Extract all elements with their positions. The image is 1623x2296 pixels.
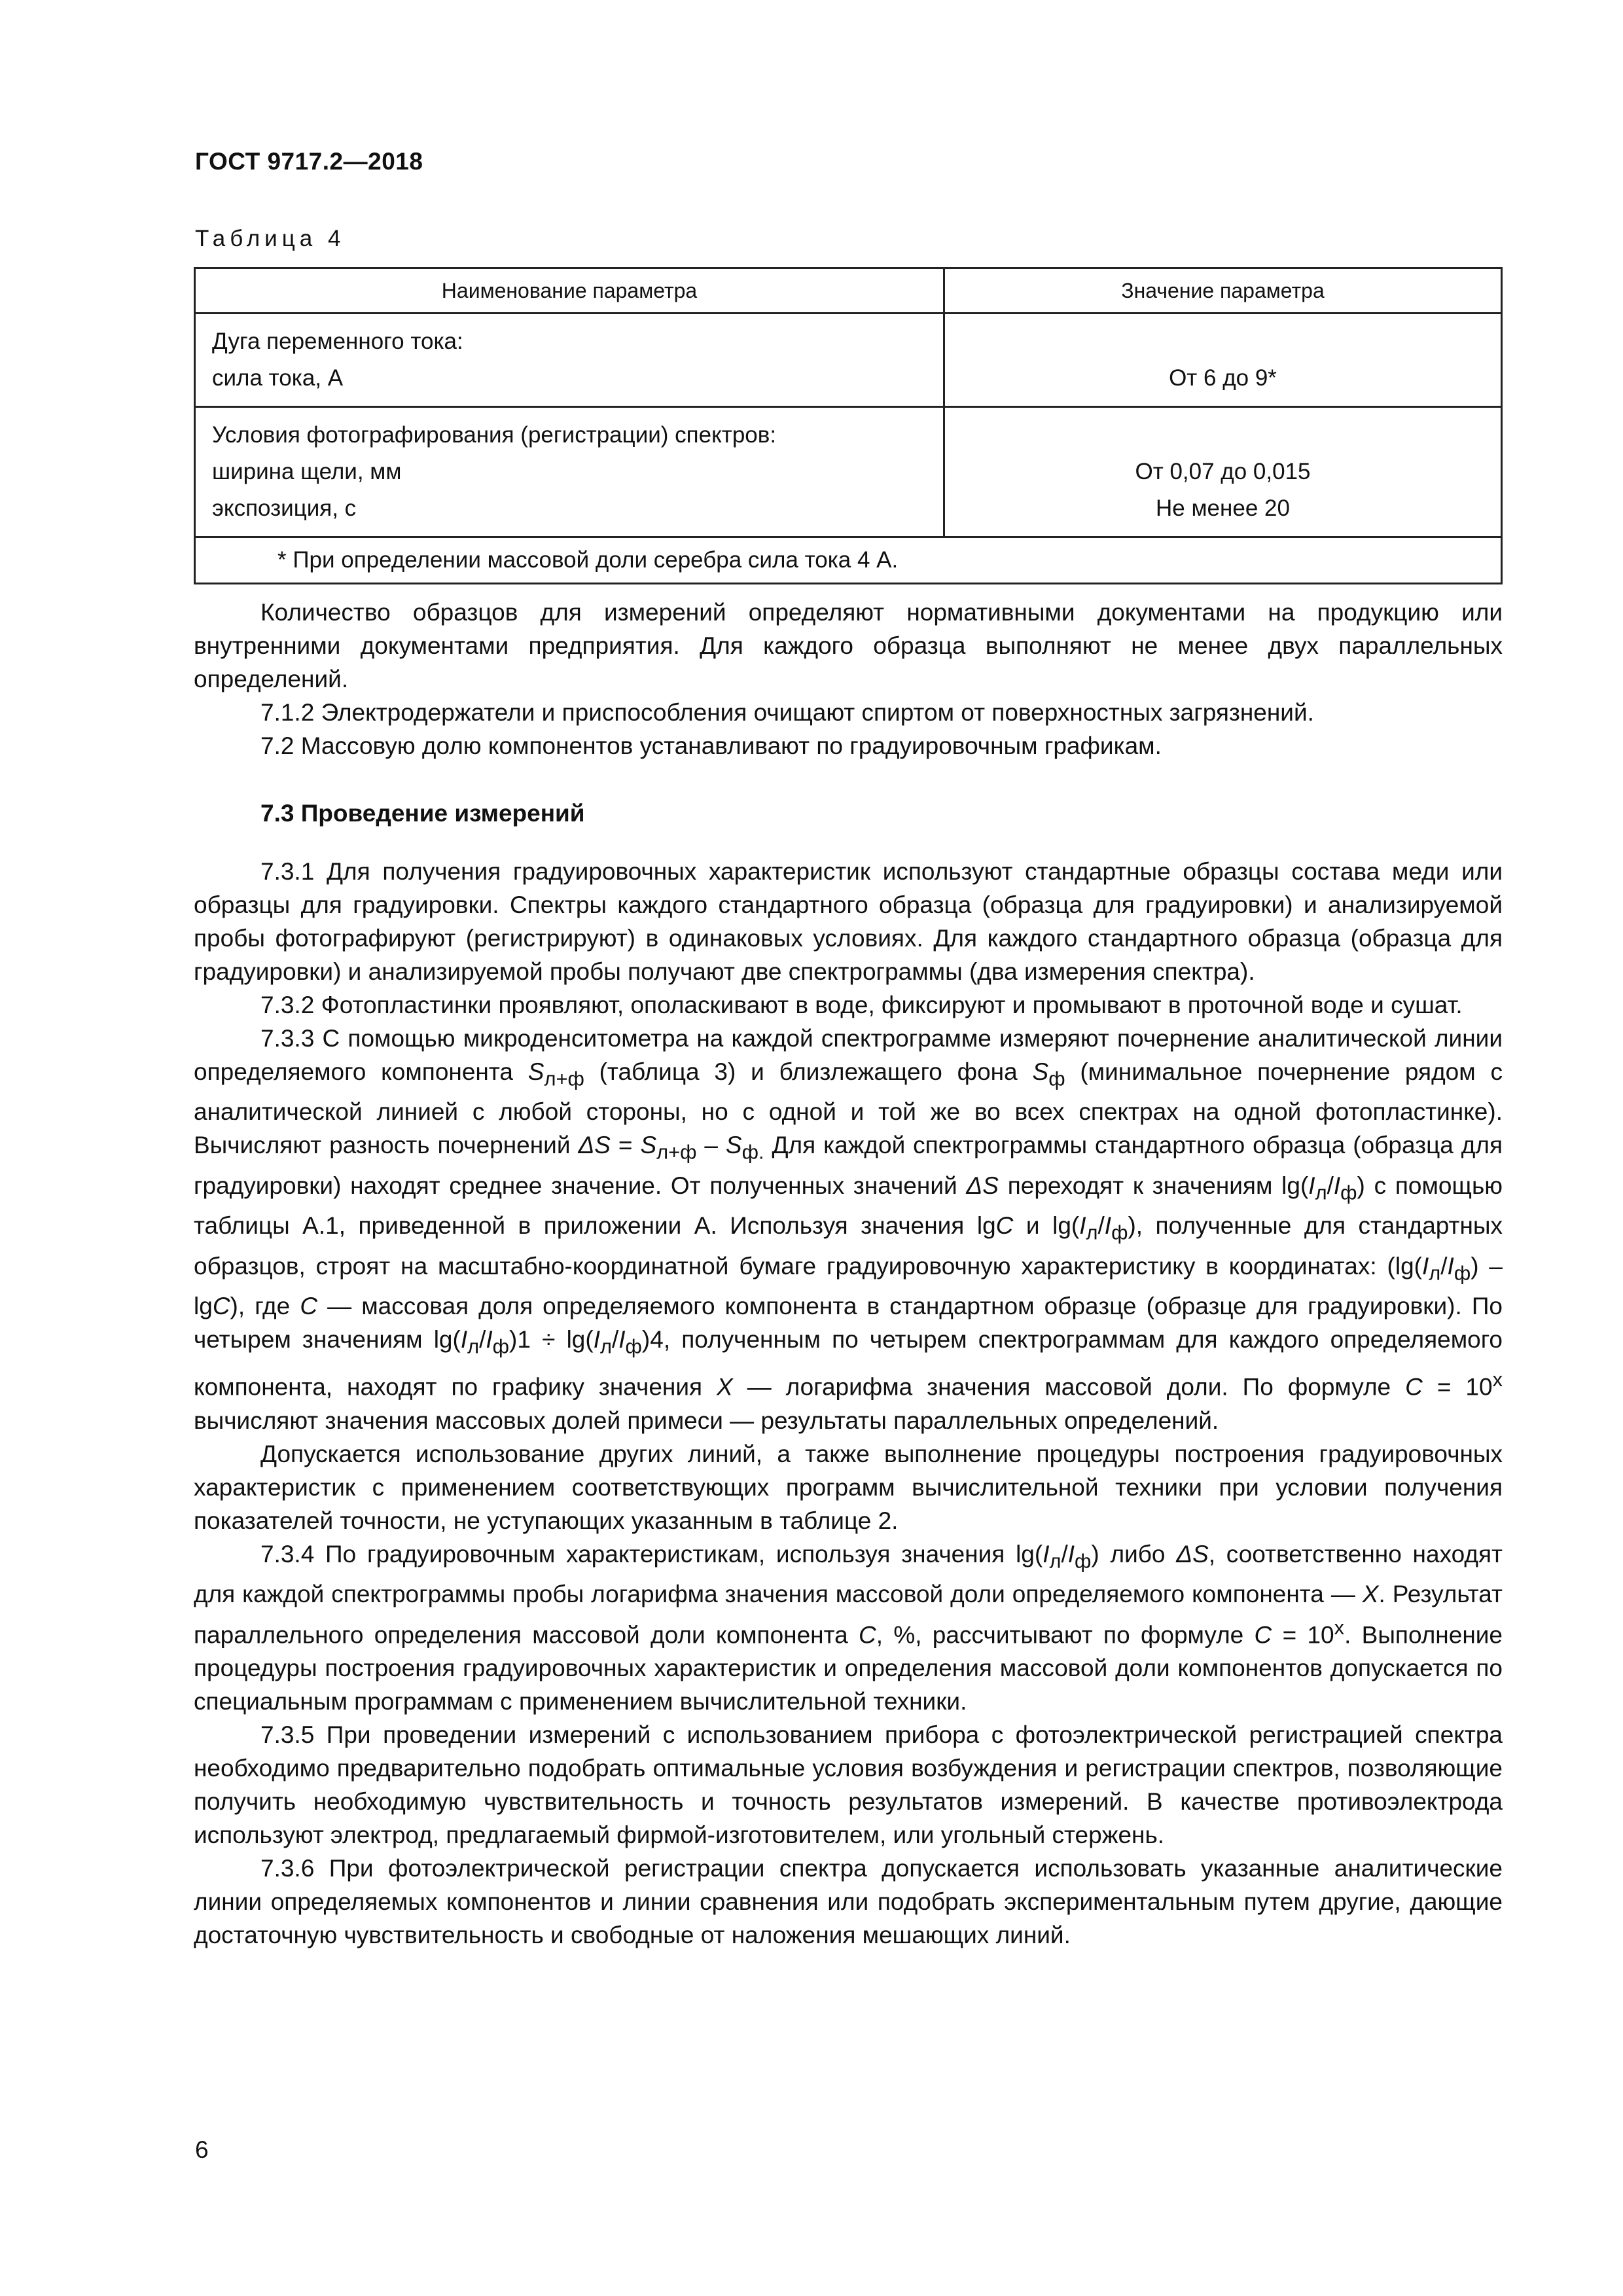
subscript-f: ф xyxy=(492,1335,510,1358)
section-heading-7-3: 7.3 Проведение измерений xyxy=(260,800,585,827)
text-run: переходят к значениям xyxy=(998,1172,1282,1199)
text-run: lg( xyxy=(566,1325,594,1353)
symbol-i: I xyxy=(486,1325,493,1353)
symbol-delta-s: ΔS xyxy=(578,1132,611,1159)
parameters-table xyxy=(194,267,1503,584)
paragraph-7-3-2: 7.3.2 Фотопластинки проявляют, ополаскивают в воде, фиксируют и промывают в проточной воде и сушат. xyxy=(260,992,1463,1018)
paragraph-7-2: 7.2 Массовую долю компонентов устанавливают по градуировочным графикам. xyxy=(260,732,1162,759)
text-run: = xyxy=(610,1132,641,1159)
symbol-x: X xyxy=(1362,1581,1379,1608)
symbol-i: I xyxy=(593,1325,600,1353)
symbol-c: C xyxy=(995,1212,1014,1240)
parameter-value-cell xyxy=(944,314,1502,407)
symbol-s: S xyxy=(1032,1058,1049,1085)
symbol-i: I xyxy=(1308,1172,1315,1199)
subscript-lf: л+ф xyxy=(544,1067,584,1090)
parameter-name-line: Дуга переменного тока: xyxy=(212,329,463,354)
text-run: вычисляют значения массовых долей примеси — результаты параллельных определений. xyxy=(194,1407,1219,1434)
symbol-i: I xyxy=(1067,1540,1075,1568)
text-run: lg( xyxy=(433,1325,461,1353)
table-row xyxy=(195,314,1502,407)
paragraph-7-3-6: 7.3.6 При фотоэлектрической регистрации спектра допускается использовать указанные аналитические линии определяемых компонентов и линии сравнения или подобрать экспериментальным путем другие, дающие достаточную чувствительность и свободные от наложения мешающих линий. xyxy=(194,1855,1503,1949)
text-run: 4, полученным по четырем спектрограммам для каждого определяемого компонента, находят по графику значения xyxy=(194,1325,1503,1401)
subscript-f: ф xyxy=(1454,1261,1471,1284)
symbol-x: X xyxy=(717,1373,733,1401)
table-row xyxy=(195,407,1502,537)
subscript-f: ф xyxy=(1075,1549,1092,1573)
parameter-name-cell xyxy=(195,407,944,537)
subscript-lf: л+ф xyxy=(656,1140,697,1164)
table-footnote-row xyxy=(195,537,1502,584)
subscript-l: л xyxy=(599,1335,612,1358)
paragraph-7-3-5: 7.3.5 При проведении измерений с использованием прибора с фотоэлектрической регистрацией спектра необходимо предварительно подобрать оптимальные условия возбуждения и регистрации спектров, позволяющие получить необходимую чувствительность и точность результатов измерений. В качестве противоэлектрода используют электрод, предлагаемый фирмой-изготовителем, или угольный стержень. xyxy=(194,1721,1503,1849)
table-footnote: * При определении массовой доли серебра сила тока 4 А. xyxy=(195,537,1502,584)
text-run: ), где xyxy=(230,1292,300,1319)
subscript-f: ф. xyxy=(741,1140,764,1164)
paragraph-7-3-1: 7.3.1 Для получения градуировочных характеристик используют стандартные образцы состава меди или образцы для градуировки. Спектры каждого стандартного образца (образца для градуировки) и анализируемой пробы фотографируют (регистрируют) в одинаковых условиях. Для каждого стандартного образца (образца для градуировки) и анализируемой пробы получают две спектрограммы (два измерения спектра). xyxy=(194,858,1503,985)
text-run: . Результат параллельного определения массовой доли компонента xyxy=(194,1581,1503,1649)
paragraph-7-3-3 xyxy=(194,1022,1503,1437)
text-run: / xyxy=(479,1325,486,1353)
body-text xyxy=(194,596,1503,1952)
column-header-name: Наименование параметра xyxy=(195,268,944,314)
subscript-l: л xyxy=(1315,1181,1327,1204)
text-run: lg xyxy=(976,1212,996,1240)
text-run: – xyxy=(696,1132,726,1159)
text-run: ) xyxy=(509,1325,518,1353)
document-id: ГОСТ 9717.2—2018 xyxy=(195,148,423,175)
paragraph-sample-count: Количество образцов для измерений определяют нормативными документами на продукцию или внутренними документами предприятия. Для каждого образца выполняют не менее двух параллельных определений. xyxy=(194,599,1503,692)
text-run: / xyxy=(1097,1212,1105,1240)
symbol-i: I xyxy=(1079,1212,1086,1240)
text-run: . Выполнение процедуры построения градуировочных характеристик и определения массовой доли компонентов допускается по специальным программам с применением вычислительной техники. xyxy=(194,1621,1503,1715)
text-run: lg( xyxy=(1395,1252,1422,1280)
symbol-c: C xyxy=(1405,1373,1423,1401)
text-run: lg( xyxy=(1052,1212,1080,1240)
text-run: (таблица 3) и близлежащего фона xyxy=(584,1058,1033,1085)
text-run: с помощью таблицы А.1, приведенной в приложении А. Используя значения xyxy=(194,1172,1503,1240)
subscript-f: ф xyxy=(625,1335,642,1358)
parameter-name-line: ширина щели, мм xyxy=(212,459,402,484)
parameter-value-line: Не менее 20 xyxy=(1156,495,1290,521)
column-header-value: Значение параметра xyxy=(944,268,1502,314)
text-run: ) xyxy=(1357,1172,1365,1199)
parameter-value-line xyxy=(958,417,1488,454)
text-run: / xyxy=(1061,1540,1068,1568)
text-run: , соответственно находят для каждой спектрограммы пробы логарифма значения массовой доли определяемого компонента — xyxy=(194,1540,1503,1608)
subscript-l: л xyxy=(1049,1549,1061,1573)
paragraph-7-1-2: 7.1.2 Электродержатели и приспособления очищают спиртом от поверхностных загрязнений. xyxy=(260,699,1314,726)
text-run: — логарифма значения массовой доли. По формуле xyxy=(732,1373,1406,1401)
subscript-f: ф xyxy=(1048,1067,1065,1090)
parameter-name-line: экспозиция, с xyxy=(212,495,357,521)
text-run: 1 ÷ xyxy=(517,1325,567,1353)
text-run: либо xyxy=(1099,1540,1177,1568)
symbol-i: I xyxy=(1104,1212,1112,1240)
text-run: , полученные для стандартных образцов, строят на масштабно-координатной бумаге градуировочную характеристику в координатах: ( xyxy=(194,1212,1503,1280)
symbol-i: I xyxy=(1043,1540,1050,1568)
parameter-value-line: От 6 до 9* xyxy=(1169,365,1277,391)
parameter-name-cell xyxy=(195,314,944,407)
symbol-i: I xyxy=(1447,1252,1454,1280)
superscript-x: x xyxy=(1492,1368,1503,1391)
text-run: Для каждой спектрограммы стандартного образца (образца для градуировки) находят среднее значение. От полученных значений xyxy=(194,1132,1503,1199)
table-header-row xyxy=(195,268,1502,314)
text-run: = 10 xyxy=(1422,1373,1493,1401)
symbol-s: S xyxy=(527,1058,544,1085)
parameter-value-line xyxy=(958,323,1488,360)
symbol-c: C xyxy=(212,1292,230,1319)
text-run: и xyxy=(1013,1212,1053,1240)
symbol-i: I xyxy=(1421,1252,1429,1280)
subscript-f: ф xyxy=(1111,1221,1128,1244)
symbol-c: C xyxy=(300,1292,318,1319)
symbol-i: I xyxy=(460,1325,468,1353)
text-run: (минимальное почернение рядом с аналитической линией с любой стороны, но с одной и той же во всех спектрах на одной фотопластинке). Вычисляют разность почернений xyxy=(194,1058,1503,1159)
symbol-delta-s: ΔS xyxy=(1176,1540,1209,1568)
text-run: – lg xyxy=(194,1252,1503,1319)
symbol-s: S xyxy=(725,1132,742,1159)
symbol-delta-s: ΔS xyxy=(966,1172,999,1199)
symbol-s: S xyxy=(640,1132,657,1159)
paragraph-allowance: Допускается использование других линий, а также выполнение процедуры построения градуировочных характеристик с применением соответствующих программ вычислительной техники при условии получения показателей точности, не уступающих указанным в таблице 2. xyxy=(194,1440,1503,1534)
table-caption: Таблица 4 xyxy=(195,226,346,251)
symbol-i: I xyxy=(1333,1172,1341,1199)
text-run: lg( xyxy=(1016,1540,1043,1568)
text-run: ) xyxy=(641,1325,651,1353)
text-run: lg( xyxy=(1281,1172,1309,1199)
text-run: / xyxy=(1327,1172,1334,1199)
text-run: 7.3.4 По градуировочным характеристикам, используя значения xyxy=(260,1540,1016,1568)
symbol-c: C xyxy=(1254,1621,1272,1649)
text-run: / xyxy=(1440,1252,1448,1280)
text-run: ) xyxy=(1471,1252,1479,1280)
text-run: — массовая доля определяемого компонента в стандартном образце (образце для градуировки). По четырем значениям xyxy=(194,1292,1503,1353)
superscript-x: x xyxy=(1334,1616,1345,1640)
parameter-name-line: Условия фотографирования (регистрации) спектров: xyxy=(212,422,777,448)
parameter-name-line: сила тока, А xyxy=(212,365,344,391)
parameter-value-line: От 0,07 до 0,015 xyxy=(1135,459,1311,484)
text-run: = 10 xyxy=(1272,1621,1334,1649)
text-run: / xyxy=(611,1325,619,1353)
text-run: 7.3.3 С помощью микроденситометра на каждой спектрограмме измеряют почернение аналитической линии определяемого компонента xyxy=(194,1025,1503,1085)
text-run: , %, рассчитывают по формуле xyxy=(876,1621,1255,1649)
symbol-i: I xyxy=(618,1325,626,1353)
symbol-c: C xyxy=(859,1621,876,1649)
paragraph-7-3-4 xyxy=(194,1537,1503,1719)
subscript-f: ф xyxy=(1340,1181,1357,1204)
text-run: ) xyxy=(1128,1212,1136,1240)
subscript-l: л xyxy=(1429,1261,1441,1284)
text-run: ) xyxy=(1091,1540,1099,1568)
parameter-value-cell xyxy=(944,407,1502,537)
subscript-l: л xyxy=(1086,1221,1098,1244)
page-number: 6 xyxy=(195,2136,209,2163)
subscript-l: л xyxy=(467,1335,480,1358)
